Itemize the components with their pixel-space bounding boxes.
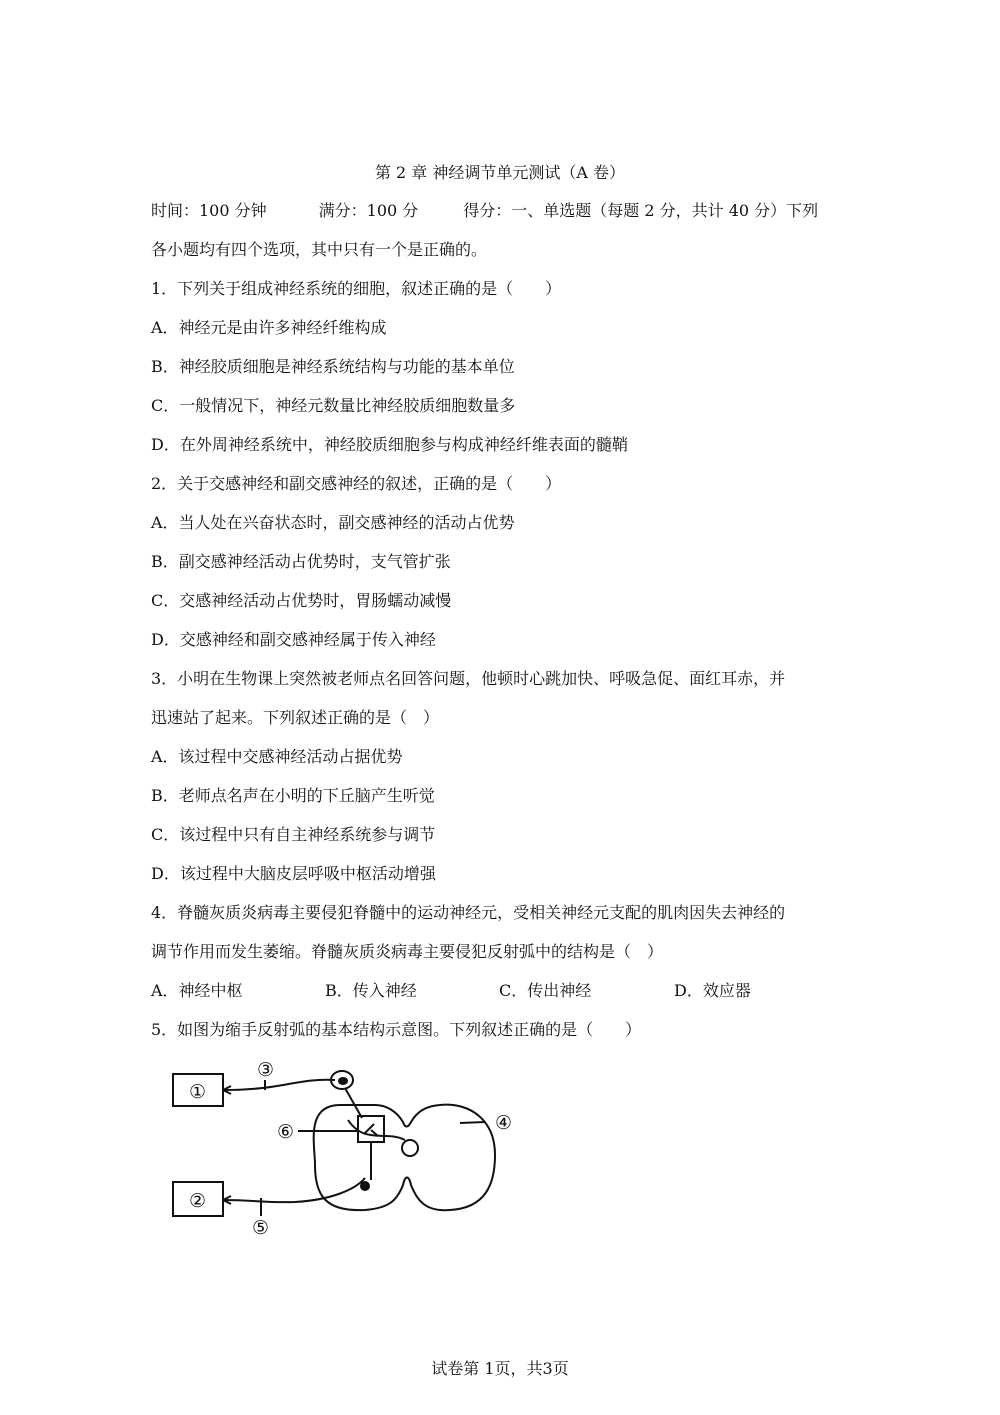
question-stem: 5．如图为缩手反射弧的基本结构示意图。下列叙述正确的是（ ） xyxy=(151,1020,642,1039)
option-d: D．交感神经和副交感神经属于传入神经 xyxy=(151,630,436,649)
option-a: A．神经元是由许多神经纤维构成 xyxy=(151,318,387,337)
reflex-arc-diagram xyxy=(165,1050,525,1245)
option-b: B．副交感神经活动占优势时，支气管扩张 xyxy=(151,552,451,571)
label-2: ② xyxy=(189,1190,207,1212)
question-stem: 4．脊髓灰质炎病毒主要侵犯脊髓中的运动神经元，受相关神经元支配的肌肉因失去神经的 xyxy=(151,903,786,922)
sensory-branch xyxy=(345,1088,362,1118)
option-a: A．当人处在兴奋状态时，副交感神经的活动占优势 xyxy=(151,513,515,532)
label-3: ③ xyxy=(257,1059,275,1081)
central-canal xyxy=(402,1140,418,1156)
option-c: C．该过程中只有自主神经系统参与调节 xyxy=(151,825,436,844)
interneuron-box xyxy=(358,1116,384,1142)
score-and-section: 得分：一、单选题（每题 2 分，共计 40 分）下列 xyxy=(463,201,819,220)
instruction-line: 各小题均有四个选项，其中只有一个是正确的。 xyxy=(151,240,488,259)
option-c: C．交感神经活动占优势时，胃肠蠕动减慢 xyxy=(151,591,452,610)
question-stem-cont: 迅速站了起来。下列叙述正确的是（ ） xyxy=(151,708,440,727)
question-stem: 1．下列关于组成神经系统的细胞，叙述正确的是（ ） xyxy=(151,279,562,298)
label-4: ④ xyxy=(495,1112,513,1134)
efferent-nerve xyxy=(223,1178,365,1202)
option-b: B．传入神经 xyxy=(325,981,417,1000)
option-a: A．该过程中交感神经活动占据优势 xyxy=(151,747,403,766)
spinal-cord xyxy=(314,1105,495,1211)
option-c: C．一般情况下，神经元数量比神经胶质细胞数量多 xyxy=(151,396,516,415)
option-b: B．老师点名声在小明的下丘脑产生听觉 xyxy=(151,786,435,805)
label-5: ⑤ xyxy=(252,1217,270,1239)
option-d: D．在外周神经系统中，神经胶质细胞参与构成神经纤维表面的髓鞘 xyxy=(151,435,628,454)
label-1: ① xyxy=(189,1081,207,1103)
label-6: ⑥ xyxy=(277,1121,295,1143)
option-b: B．神经胶质细胞是神经系统结构与功能的基本单位 xyxy=(151,357,515,376)
option-c: C．传出神经 xyxy=(499,981,592,1000)
question-stem-cont: 调节作用而发生萎缩。脊髓灰质炎病毒主要侵犯反射弧中的结构是（ ） xyxy=(151,942,664,961)
options-row xyxy=(151,980,851,1002)
option-d: D．效应器 xyxy=(674,981,751,1000)
motor-neuron-cell xyxy=(360,1181,370,1191)
time-info: 时间：100 分钟 xyxy=(151,201,267,220)
question-stem: 2．关于交感神经和副交感神经的叙述，正确的是（ ） xyxy=(151,474,562,493)
option-a: A．神经中枢 xyxy=(151,981,243,1000)
exam-title: 第 2 章 神经调节单元测试（A 卷） xyxy=(374,163,626,182)
page-footer: 试卷第 1页，共3页 xyxy=(431,1359,569,1378)
exam-header xyxy=(151,200,818,222)
leader-4 xyxy=(460,1122,485,1123)
question-stem: 3．小明在生物课上突然被老师点名回答问题，他顿时心跳加快、呼吸急促、面红耳赤，并 xyxy=(151,669,786,688)
afferent-nerve xyxy=(223,1080,335,1090)
ganglion-cell xyxy=(338,1077,348,1085)
option-d: D．该过程中大脑皮层呼吸中枢活动增强 xyxy=(151,864,436,883)
full-score-info: 满分：100 分 xyxy=(318,201,419,220)
